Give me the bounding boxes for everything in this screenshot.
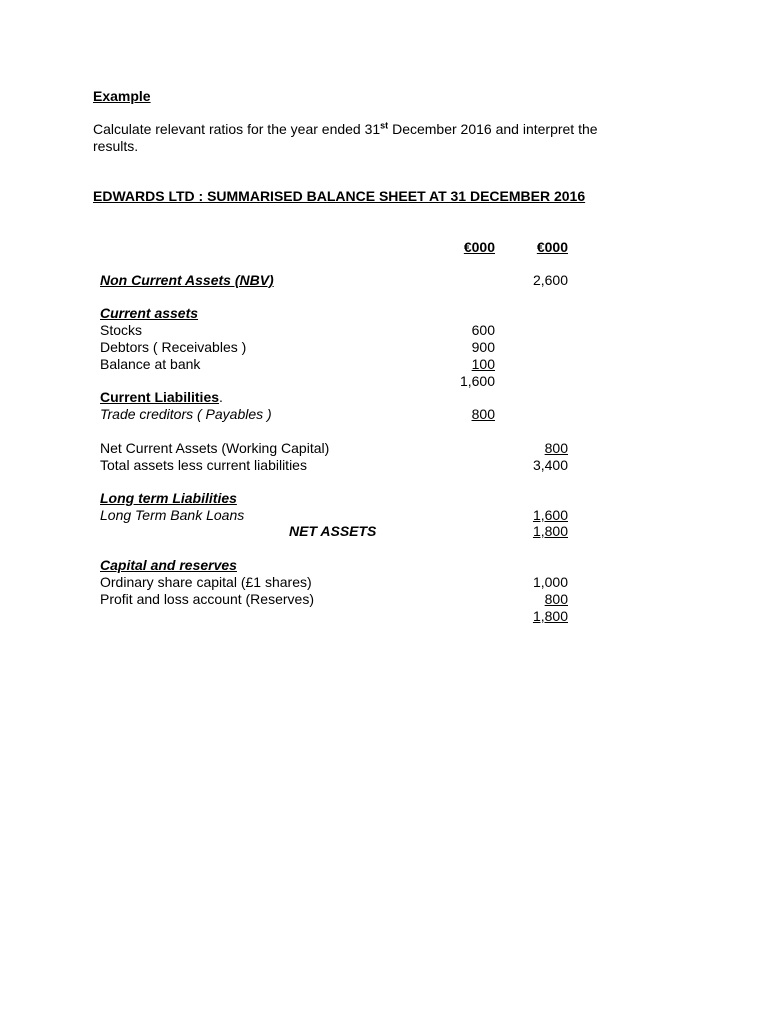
trade-creditors-label: Trade creditors ( Payables ) [100,406,272,422]
stocks-label: Stocks [100,322,143,338]
instruction-line-1 [93,121,598,138]
bank-value [435,356,495,373]
instruction-line-2: results. [93,138,139,154]
bank-label: Balance at bank [100,356,201,372]
column-header-2: €000 [536,239,568,255]
debtors-value: 900 [471,339,495,355]
total-assets-value: 3,400 [532,457,568,473]
trade-creditors-value [435,406,495,423]
capital-total-value-text: 1,800 [532,608,568,624]
trade-creditors-value-text: 800 [471,406,495,422]
column-header-1: €000 [463,239,495,255]
non-current-assets-value: 2,600 [532,272,568,288]
profit-loss-label: Profit and loss account (Reserves) [100,591,314,607]
current-assets-total: 1,600 [459,373,495,389]
bank-value-text: 100 [471,356,495,372]
net-current-assets-label: Net Current Assets (Working Capital) [100,440,330,456]
bank-loans-value-text: 1,600 [532,507,568,523]
capital-reserves-label: Capital and reserves [100,557,237,573]
current-liabilities-heading [100,389,223,406]
share-capital-value: 1,000 [532,574,568,590]
instruction-text-end: December 2016 and interpret the [388,121,598,137]
non-current-assets-label: Non Current Assets (NBV) [100,272,274,288]
profit-loss-value-text: 800 [544,591,568,607]
net-assets-label: NET ASSETS [289,523,377,539]
net-current-assets-value-text: 800 [544,440,568,456]
total-assets-label: Total assets less current liabilities [100,457,307,473]
profit-loss-value [508,591,568,608]
balance-sheet-title: EDWARDS LTD : SUMMARISED BALANCE SHEET AT 31 DECEMBER 2016 [93,188,586,204]
debtors-label: Debtors ( Receivables ) [100,339,247,355]
current-liabilities-label: Current Liabilities [100,389,220,405]
capital-total-value [508,608,568,625]
net-assets-value [508,523,568,540]
net-assets-value-text: 1,800 [532,523,568,539]
current-assets-label: Current assets [100,305,199,321]
stocks-value: 600 [471,322,495,338]
share-capital-label: Ordinary share capital (£1 shares) [100,574,312,590]
bank-loans-value [508,507,568,524]
instruction-text-start: Calculate relevant ratios for the year ended 31 [93,121,381,137]
net-current-assets-value [508,440,568,457]
bank-loans-label: Long Term Bank Loans [100,507,245,523]
example-heading: Example [93,88,151,104]
ordinal-suffix: st [380,120,389,131]
current-liabilities-suffix: . [219,389,223,405]
long-term-liabilities-label: Long term Liabilities [100,490,237,506]
